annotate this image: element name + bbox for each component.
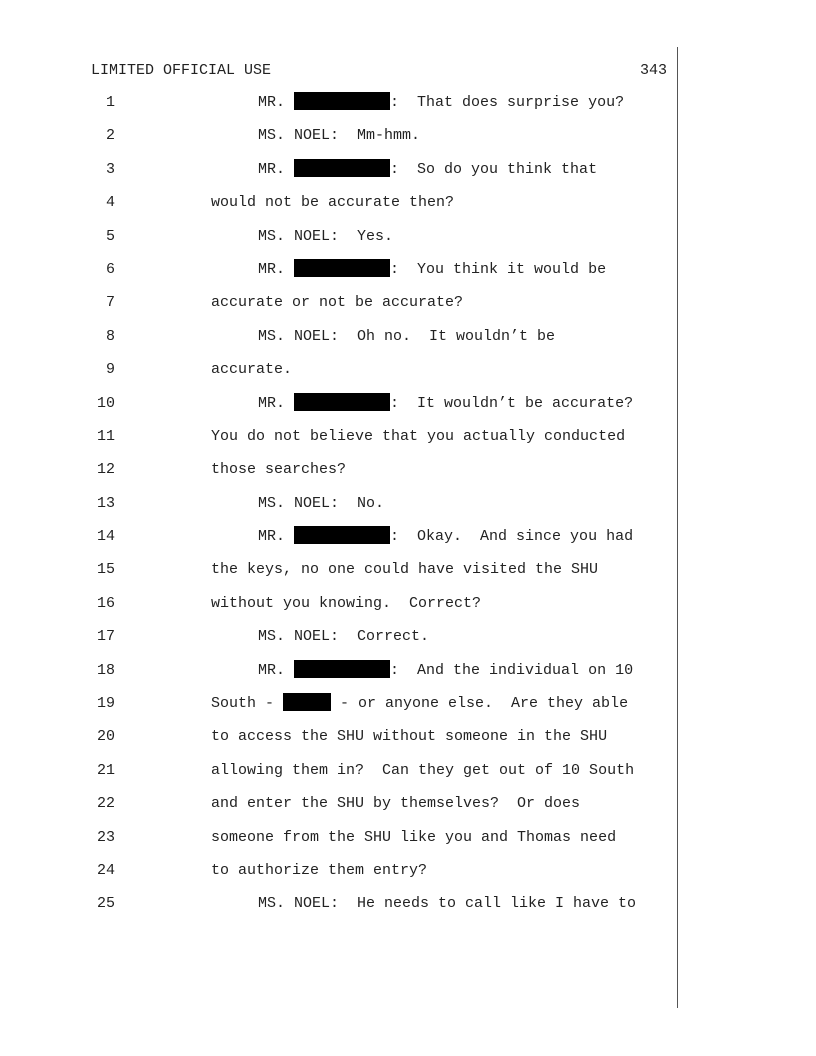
transcript-line bbox=[0, 493, 680, 526]
speaker-label: MR. bbox=[258, 528, 286, 546]
line-number: 24 bbox=[96, 861, 115, 879]
line-number: 12 bbox=[96, 461, 115, 479]
page-header bbox=[91, 62, 667, 82]
transcript-line bbox=[0, 793, 680, 826]
line-text: MS. NOEL: No. bbox=[258, 494, 385, 512]
line-text: and enter the SHU by themselves? Or does bbox=[211, 795, 581, 813]
line-text: to authorize them entry? bbox=[211, 861, 428, 879]
line-number: 8 bbox=[105, 327, 115, 345]
line-number: 11 bbox=[96, 427, 115, 445]
transcript-line bbox=[0, 726, 680, 759]
line-text: without you knowing. Correct? bbox=[211, 594, 482, 612]
line-text-after: : You think it would be bbox=[390, 260, 607, 278]
line-text: accurate. bbox=[211, 361, 293, 379]
transcript-body bbox=[0, 92, 680, 927]
transcript-line bbox=[0, 626, 680, 659]
line-number: 22 bbox=[96, 795, 115, 813]
line-number: 7 bbox=[105, 294, 115, 312]
line-text: allowing them in? Can they get out of 10 South bbox=[211, 761, 635, 779]
transcript-line bbox=[0, 259, 680, 292]
line-text bbox=[258, 92, 624, 114]
line-text-after: : That does surprise you? bbox=[390, 94, 625, 111]
line-number: 3 bbox=[105, 160, 115, 178]
transcript-line bbox=[0, 125, 680, 158]
transcript-line bbox=[0, 459, 680, 492]
line-text: MS. NOEL: Yes. bbox=[258, 227, 394, 245]
transcript-line bbox=[0, 426, 680, 459]
line-text: MS. NOEL: Oh no. It wouldn’t be bbox=[258, 327, 556, 345]
redaction-box bbox=[283, 693, 331, 711]
line-number: 18 bbox=[96, 661, 115, 679]
transcript-line bbox=[0, 593, 680, 626]
line-text: MS. NOEL: Correct. bbox=[258, 628, 430, 646]
transcript-line bbox=[0, 359, 680, 392]
transcript-line bbox=[0, 559, 680, 592]
line-number: 25 bbox=[96, 895, 115, 913]
line-text bbox=[258, 393, 633, 415]
speaker-label: MR. bbox=[258, 394, 286, 412]
transcript-line bbox=[0, 92, 680, 125]
line-text bbox=[258, 259, 606, 281]
line-number: 15 bbox=[96, 561, 115, 579]
line-text-after: : It wouldn’t be accurate? bbox=[390, 394, 634, 412]
line-text: someone from the SHU like you and Thomas need bbox=[211, 828, 617, 846]
line-number: 17 bbox=[96, 628, 115, 646]
line-text bbox=[258, 526, 633, 548]
classification-marking: LIMITED OFFICIAL USE bbox=[91, 62, 272, 79]
redaction-box bbox=[294, 526, 390, 544]
line-number: 21 bbox=[96, 761, 115, 779]
line-number: 2 bbox=[105, 127, 115, 145]
redaction-box bbox=[294, 259, 390, 277]
line-text: the keys, no one could have visited the SHU bbox=[211, 561, 599, 579]
line-text-after: : And the individual on 10 bbox=[390, 661, 634, 679]
line-text: would not be accurate then? bbox=[211, 194, 455, 212]
transcript-line bbox=[0, 226, 680, 259]
speaker-label: MR. bbox=[258, 94, 286, 111]
redaction-box bbox=[294, 393, 390, 411]
line-text: MS. NOEL: He needs to call like I have to bbox=[258, 895, 637, 913]
transcript-line bbox=[0, 827, 680, 860]
transcript-line bbox=[0, 326, 680, 359]
transcript-line bbox=[0, 192, 680, 225]
line-text-after: : So do you think that bbox=[390, 160, 598, 178]
page-number: 343 bbox=[639, 62, 667, 79]
line-number: 14 bbox=[96, 528, 115, 546]
transcript-line bbox=[0, 693, 680, 726]
speaker-label: MR. bbox=[258, 661, 286, 679]
transcript-line bbox=[0, 292, 680, 325]
line-number: 9 bbox=[105, 361, 115, 379]
transcript-line bbox=[0, 393, 680, 426]
transcript-line bbox=[0, 860, 680, 893]
speaker-label: MR. bbox=[258, 260, 286, 278]
line-text-before: South - bbox=[211, 695, 284, 713]
line-text: those searches? bbox=[211, 461, 347, 479]
line-number: 10 bbox=[96, 394, 115, 412]
line-number: 5 bbox=[105, 227, 115, 245]
line-number: 20 bbox=[96, 728, 115, 746]
line-number: 16 bbox=[96, 594, 115, 612]
line-number: 1 bbox=[105, 94, 115, 111]
transcript-line bbox=[0, 159, 680, 192]
speaker-label: MR. bbox=[258, 160, 286, 178]
line-number: 19 bbox=[96, 695, 115, 713]
line-number: 23 bbox=[96, 828, 115, 846]
line-number: 6 bbox=[105, 260, 115, 278]
redaction-box bbox=[294, 660, 390, 678]
line-text bbox=[258, 159, 597, 181]
line-text-after: - or anyone else. Are they able bbox=[331, 695, 629, 713]
line-text: accurate or not be accurate? bbox=[211, 294, 464, 312]
line-text bbox=[211, 693, 628, 715]
line-text: MS. NOEL: Mm-hmm. bbox=[258, 127, 421, 145]
redaction-box bbox=[294, 92, 390, 110]
transcript-line bbox=[0, 760, 680, 793]
line-number: 13 bbox=[96, 494, 115, 512]
line-number: 4 bbox=[105, 194, 115, 212]
redaction-box bbox=[294, 159, 390, 177]
line-text bbox=[258, 660, 633, 682]
transcript-line bbox=[0, 893, 680, 926]
transcript-line bbox=[0, 660, 680, 693]
line-text-after: : Okay. And since you had bbox=[390, 528, 634, 546]
transcript-line bbox=[0, 526, 680, 559]
line-text: to access the SHU without someone in the SHU bbox=[211, 728, 608, 746]
line-text: You do not believe that you actually conducted bbox=[211, 427, 626, 445]
